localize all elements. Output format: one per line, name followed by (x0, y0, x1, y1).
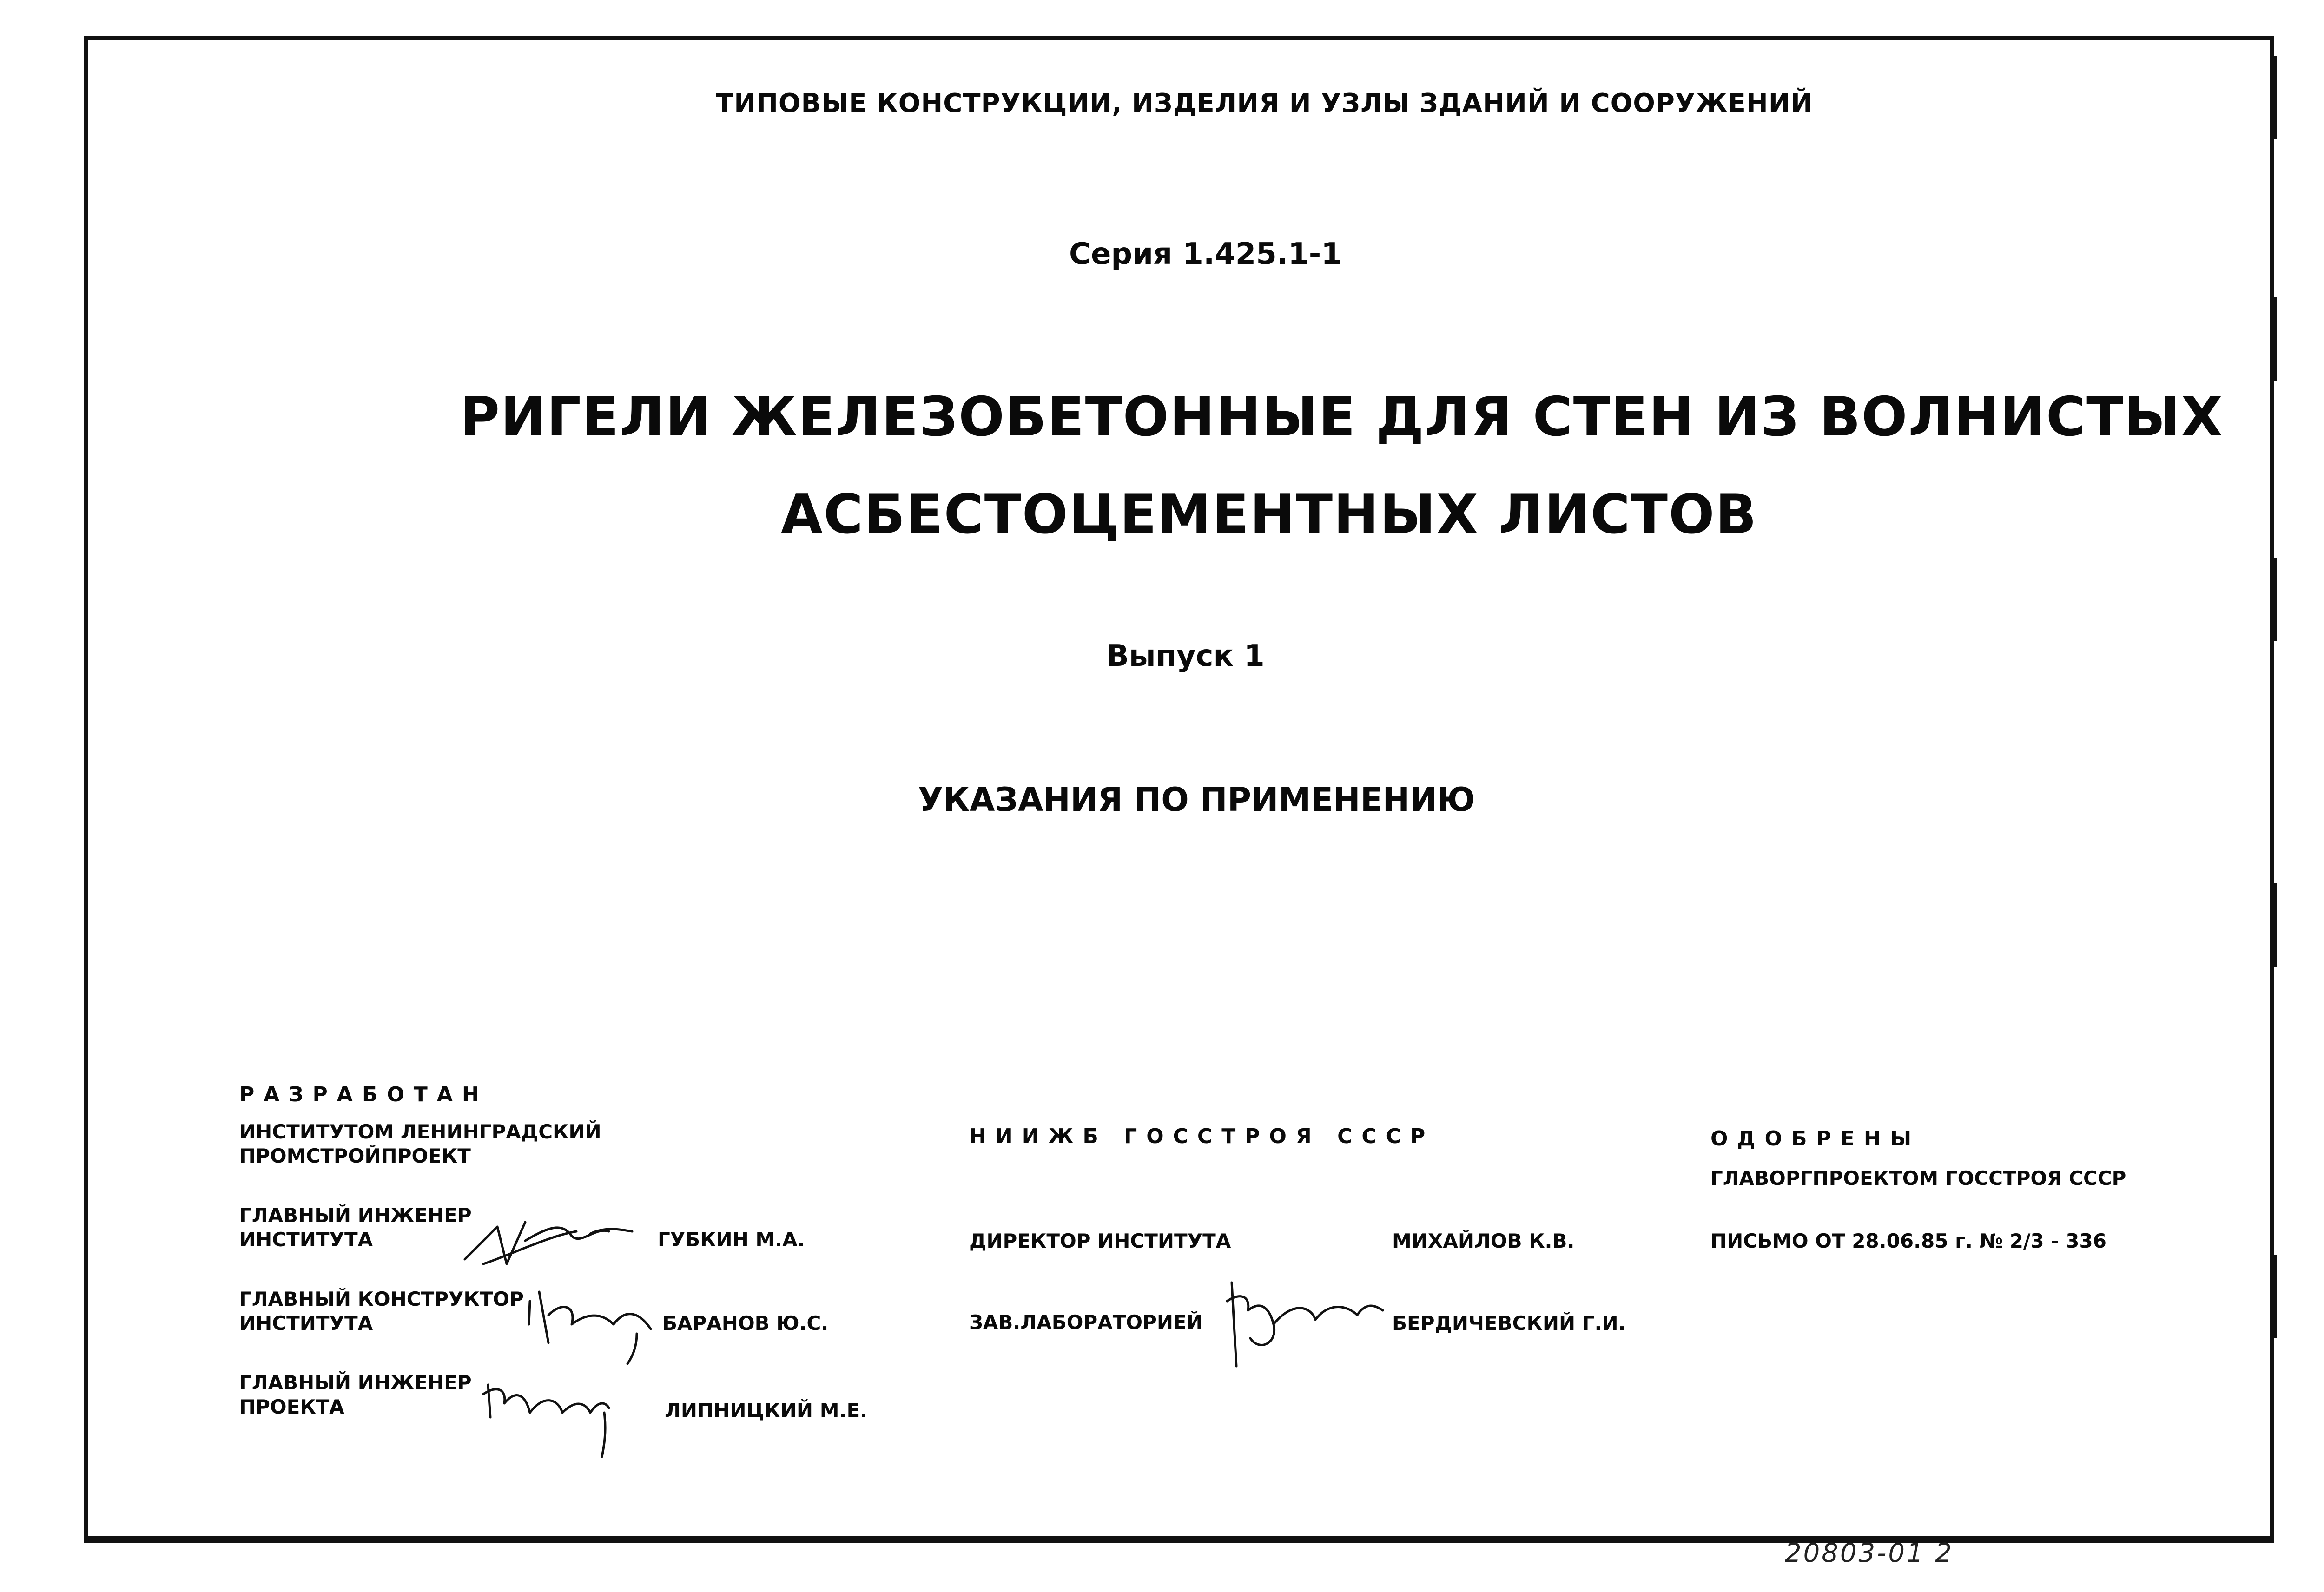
binding-mark (2273, 1255, 2277, 1338)
document-header: ТИПОВЫЕ КОНСТРУКЦИИ, ИЗДЕЛИЯ И УЗЛЫ ЗДАНИЙ И СООРУЖЕНИЙ (716, 88, 1813, 118)
role-line-1: ГЛАВНЫЙ КОНСТРУКТОР (239, 1288, 524, 1310)
developed-org (239, 1120, 601, 1168)
niizhb-label: НИИЖБ ГОССТРОЯ СССР (969, 1125, 1435, 1148)
developed-org-line-1: ИНСТИТУТОМ ЛЕНИНГРАДСКИЙ (239, 1120, 601, 1143)
developed-label: РАЗРАБОТАН (239, 1083, 489, 1106)
signatory-name: БАРАНОВ Ю.С. (662, 1312, 829, 1335)
issue-number: Выпуск 1 (1106, 639, 1265, 673)
signature-lipnitsky (479, 1366, 618, 1459)
role-line-1: ГЛАВНЫЙ ИНЖЕНЕР (239, 1204, 472, 1227)
binding-mark (2273, 883, 2277, 967)
sheet-number: 20803-01 2 (1785, 1538, 1954, 1568)
signatory-role: ЗАВ.ЛАБОРАТОРИЕЙ (969, 1311, 1203, 1334)
signature-baranov (521, 1273, 660, 1366)
series-number: Серия 1.425.1-1 (1069, 237, 1342, 271)
signatory-name: БЕРДИЧЕВСКИЙ Г.И. (1392, 1312, 1626, 1335)
signatory-name: ГУБКИН М.А. (658, 1228, 805, 1251)
approved-label: ОДОБРЕНЫ (1710, 1127, 1921, 1151)
document-subtitle: УКАЗАНИЯ ПО ПРИМЕНЕНИЮ (918, 781, 1475, 819)
role-line-2: ИНСТИТУТА (239, 1312, 373, 1335)
signatory-role (239, 1371, 472, 1419)
title-line-1: РИГЕЛИ ЖЕЛЕЗОБЕТОННЫЕ ДЛЯ СТЕН ИЗ ВОЛНИСТЫХ (460, 386, 2224, 448)
role-line-2: ПРОЕКТА (239, 1395, 344, 1418)
binding-mark (2273, 297, 2277, 381)
signature-gubkin (456, 1208, 641, 1278)
signature-berdichevsky (1218, 1273, 1385, 1380)
signatory-name: ЛИПНИЦКИЙ М.Е. (665, 1399, 868, 1422)
signatory-name: МИХАЙЛОВ К.В. (1392, 1230, 1575, 1252)
signatory-role: ДИРЕКТОР ИНСТИТУТА (969, 1230, 1231, 1252)
binding-mark (2273, 56, 2277, 139)
developed-org-line-2: ПРОМСТРОЙПРОЕКТ (239, 1145, 471, 1167)
approved-org: ГЛАВОРГПРОЕКТОМ ГОССТРОЯ СССР (1710, 1167, 2126, 1190)
approval-letter: ПИСЬМО ОТ 28.06.85 г. № 2/3 - 336 (1710, 1230, 2106, 1252)
binding-mark (2273, 558, 2277, 641)
role-line-1: ГЛАВНЫЙ ИНЖЕНЕР (239, 1371, 472, 1394)
signatory-role (239, 1204, 472, 1252)
signatory-role (239, 1287, 524, 1335)
role-line-2: ИНСТИТУТА (239, 1228, 373, 1251)
title-line-2: АСБЕСТОЦЕМЕНТНЫХ ЛИСТОВ (781, 483, 1757, 546)
